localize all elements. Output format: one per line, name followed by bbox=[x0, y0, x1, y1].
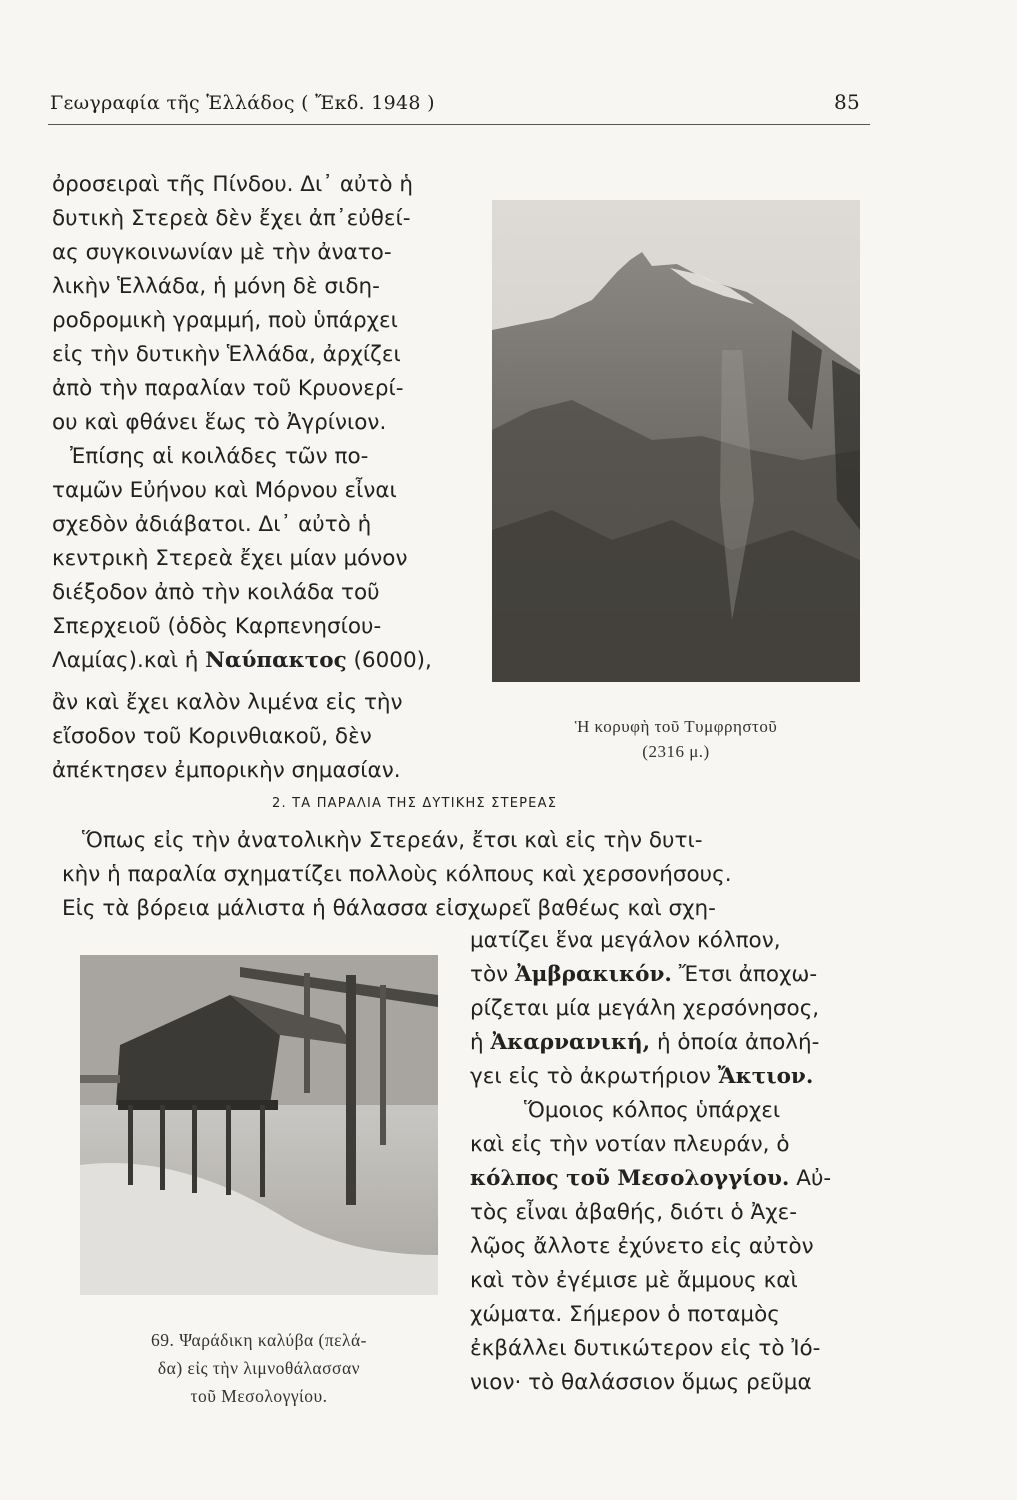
text-line: ἂν καὶ ἔχει καλὸν λιμένα εἰς τὴν bbox=[52, 690, 403, 715]
text-line: χώματα. Σήμερον ὁ ποταμὸς bbox=[470, 1302, 780, 1327]
mountain-photo-image bbox=[492, 200, 860, 682]
text-line: καὶ τὸν ἐγέμισε μὲ ἄμμους καὶ bbox=[470, 1268, 798, 1293]
mountain-photo-caption bbox=[492, 714, 860, 764]
text-line-nafpaktos bbox=[52, 646, 432, 676]
caption-line: τοῦ Μεσολογγίου. bbox=[190, 1386, 328, 1406]
text-line: ματίζει ἕνα μεγάλον κόλπον, bbox=[470, 928, 781, 953]
text-line: εἴσοδον τοῦ Κορινθιακοῦ, δὲν bbox=[52, 724, 372, 749]
text-fragment: τὸν bbox=[470, 962, 515, 987]
mountain-photo bbox=[492, 200, 860, 682]
text-line: ὀροσειραὶ τῆς Πίνδου. Δι᾽ αὐτὸ ἡ bbox=[52, 172, 414, 197]
text-line: νιον· τὸ θαλάσσιον ὅμως ρεῦμα bbox=[470, 1370, 812, 1395]
header-rule bbox=[48, 124, 870, 125]
text-line: ου καὶ φθάνει ἕως τὸ Ἀγρίνιον. bbox=[52, 410, 387, 435]
text-line: διέξοδον ἀπὸ τὴν κοιλάδα τοῦ bbox=[52, 580, 380, 605]
place-name-mesolongi-gulf: κόλπος τοῦ Μεσολογγίου. bbox=[470, 1166, 790, 1191]
text-line: Ἐπίσης αἱ κοιλάδες τῶν πο- bbox=[70, 444, 369, 469]
text-line: λικὴν Ἑλλάδα, ἡ μόνη δὲ σιδη- bbox=[52, 274, 380, 299]
text-line: Εἰς τὰ βόρεια μάλιστα ἡ θάλασσα εἰσχωρεῖ βαθέως καὶ σχη- bbox=[62, 896, 716, 921]
text-fragment: ἡ ὁποία ἀπολή- bbox=[650, 1030, 820, 1055]
text-line: εἰς τὴν δυτικὴν Ἑλλάδα, ἀρχίζει bbox=[52, 342, 401, 367]
text-line: ἐκβάλλει δυτικώτερον εἰς τὸ Ἰό- bbox=[470, 1336, 821, 1361]
text-line: καὶ εἰς τὴν νοτίαν πλευράν, ὁ bbox=[470, 1132, 790, 1157]
place-name-aktion: Ἄκτιον. bbox=[717, 1064, 814, 1089]
text-line: ας συγκοινωνίαν μὲ τὴν ἀνατο- bbox=[52, 240, 392, 265]
text-line: ἀπὸ τὴν παραλίαν τοῦ Κρυονερί- bbox=[52, 376, 404, 401]
place-name-akarnaniki: Ἀκαρνανική, bbox=[490, 1030, 651, 1055]
hut-photo-image bbox=[80, 955, 438, 1295]
caption-line: Ἡ κορυφὴ τοῦ Τυμφρηστοῦ bbox=[574, 717, 778, 736]
hut-photo bbox=[80, 955, 438, 1295]
text-line: ρίζεται μία μεγάλη χερσόνησος, bbox=[470, 996, 820, 1021]
text-line bbox=[470, 1062, 813, 1092]
text-line bbox=[470, 960, 817, 990]
running-head bbox=[50, 92, 860, 122]
text-fragment: Αὐ- bbox=[789, 1166, 832, 1191]
text-fragment: Λαμίας).καὶ ἡ bbox=[52, 648, 199, 673]
place-name-amvrakikos: Ἀμβρακικόν. bbox=[514, 962, 672, 987]
page-number: 85 bbox=[833, 90, 860, 114]
running-title: Γεωγραφία τῆς Ἑλλάδος ( Ἔκδ. 1948 ) bbox=[50, 92, 435, 114]
text-line: ταμῶν Εὐήνου καὶ Μόρνου εἶναι bbox=[52, 478, 397, 503]
caption-line: (2316 μ.) bbox=[642, 742, 710, 761]
text-line: κεντρικὴ Στερεὰ ἔχει μίαν μόνον bbox=[52, 546, 408, 571]
text-fragment: γει εἰς τὸ ἀκρωτήριον bbox=[470, 1064, 718, 1089]
hut-photo-caption bbox=[80, 1326, 438, 1410]
text-line: Ὅμοιος κόλπος ὑπάρχει bbox=[524, 1098, 781, 1123]
text-line: Σπερχειοῦ (ὁδὸς Καρπενησίου- bbox=[52, 614, 382, 639]
text-line: λῷος ἄλλοτε ἐχύνετο εἰς αὐτὸν bbox=[470, 1234, 814, 1259]
text-line: κὴν ἡ παραλία σχηματίζει πολλοὺς κόλπους καὶ χερσονήσους. bbox=[62, 862, 732, 887]
text-fragment: Ἔτσι ἀποχω- bbox=[671, 962, 818, 987]
text-line bbox=[470, 1164, 831, 1194]
text-line: ἀπέκτησεν ἐμπορικὴν σημασίαν. bbox=[52, 758, 401, 783]
text-line: ροδρομικὴ γραμμή, ποὺ ὑπάρχει bbox=[52, 308, 398, 333]
text-line: δυτικὴ Στερεὰ δὲν ἔχει ἀπ᾽εὐθεί- bbox=[52, 206, 411, 231]
caption-line: 69. Ψαράδικη καλύβα (πελά- bbox=[150, 1330, 368, 1350]
section-title: 2. ΤΑ ΠΑΡΑΛΙΑ ΤΗΣ ΔΥΤΙΚΗΣ ΣΤΕΡΕΑΣ bbox=[272, 796, 558, 811]
text-line: σχεδὸν ἀδιάβατοι. Δι᾽ αὐτὸ ἡ bbox=[52, 512, 372, 537]
text-line: τὸς εἶναι ἀβαθής, διότι ὁ Ἀχε- bbox=[470, 1200, 798, 1225]
caption-line: δα) εἰς τὴν λιμνοθάλασσαν bbox=[157, 1358, 361, 1378]
text-line: Ὅπως εἰς τὴν ἀνατολικὴν Στερεάν, ἔτσι καὶ εἰς τὴν δυτι- bbox=[82, 828, 703, 853]
text-line bbox=[470, 1028, 819, 1058]
place-name-nafpaktos: Ναύπακτος bbox=[205, 648, 347, 673]
text-fragment: (6000), bbox=[346, 648, 432, 673]
text-fragment: ἡ bbox=[470, 1030, 491, 1055]
